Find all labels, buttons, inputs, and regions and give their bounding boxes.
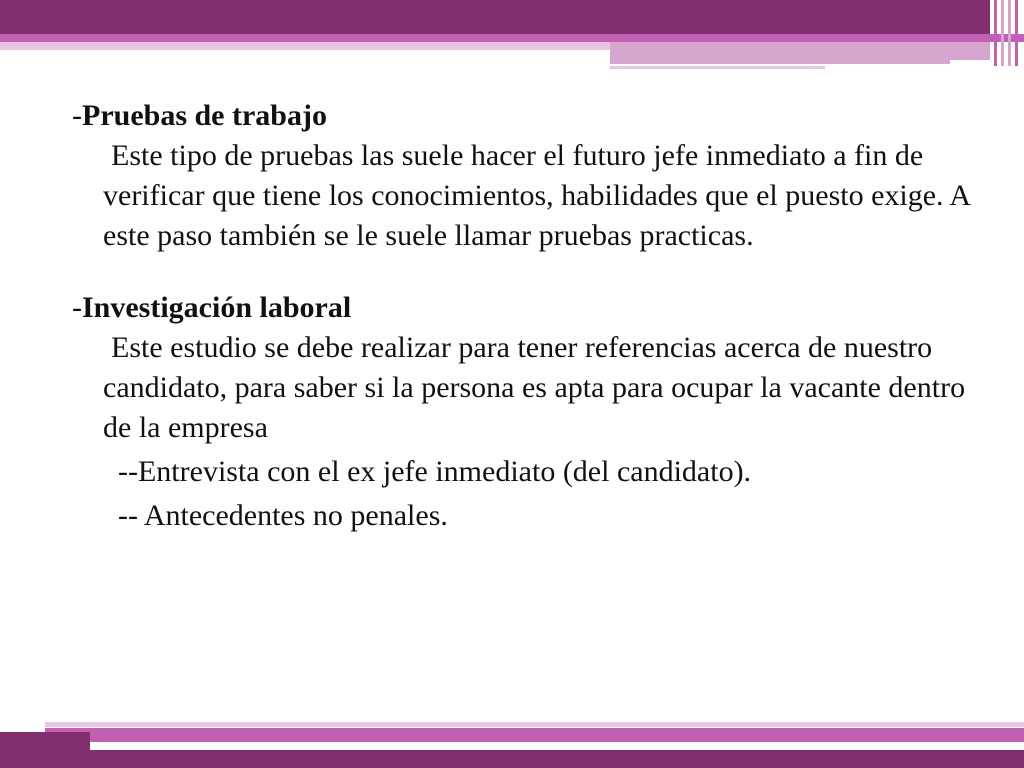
list-item: -- Antecedentes no penales. [118, 499, 448, 532]
list-item: --Entrevista con el ex jefe inmediato (del candidato). [118, 455, 752, 488]
top-decor-vline [1008, 0, 1011, 66]
top-decor-light [0, 42, 610, 50]
bottom-decor-lines [45, 722, 1024, 727]
heading-title: Investigación laboral [82, 291, 352, 324]
top-decor-mid [610, 42, 990, 60]
bottom-decor-stripe [45, 728, 1024, 742]
bottom-decor-left-block [0, 732, 90, 768]
top-decor-vline [1015, 0, 1018, 66]
heading-title: Pruebas de trabajo [82, 99, 327, 132]
top-decor-stripe [0, 34, 1024, 42]
heading-dash: - [72, 291, 82, 324]
bottom-decor-band [90, 750, 1024, 768]
top-decor-vline [994, 0, 997, 66]
top-decor-thin-2 [610, 66, 825, 69]
top-decor-thin [610, 60, 950, 64]
bottom-decor-gap [90, 742, 1024, 750]
section-body: Este tipo de pruebas las suele hacer el futuro jefe inmediato a fin de verificar que tiene los conocimientos, habilidades que el puesto exige. A este paso también se le suele llamar pruebas practicas. [103, 139, 970, 252]
section-body: Este estudio se debe realizar para tener referencias acerca de nuestro candidato, para saber si la persona es apta para ocupar la vacante dentro de la empresa [103, 331, 966, 444]
section-heading [72, 288, 992, 328]
heading-dash: - [72, 99, 82, 132]
section-heading [72, 96, 992, 136]
top-decor-vline [1001, 0, 1004, 66]
slide-content [72, 96, 992, 536]
top-decor-band [0, 0, 990, 34]
spacer [72, 256, 992, 288]
